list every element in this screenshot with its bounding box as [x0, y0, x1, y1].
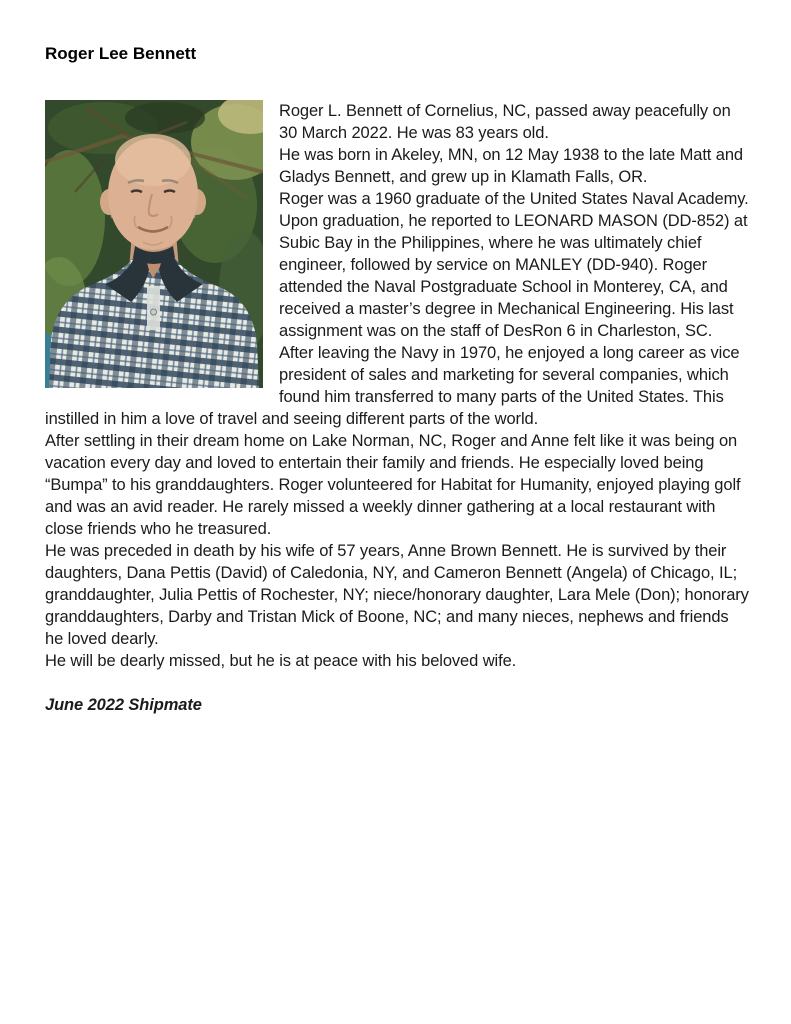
document-content — [45, 44, 750, 716]
obituary-paragraph: Roger L. Bennett of Cornelius, NC, passed away peacefully on 30 March 2022. He was 83 years old. — [279, 102, 731, 142]
portrait-photo-image — [45, 100, 263, 388]
obituary-paragraph: He was born in Akeley, MN, on 12 May 1938 to the late Matt and Gladys Bennett, and grew up in Klamath Falls, OR. — [279, 146, 744, 186]
obituary-paragraph: Roger was a 1960 graduate of the United States Naval Academy. Upon graduation, he reported to LEONARD MASON (DD-852) at Subic Bay in the Philippines, where he was ultimately chief engineer, followed by service on MANLEY (DD-940). Roger attended the Naval Postgraduate School in Monterey, CA, and received a master’s degree in Mechanical Engineering. His last assignment was on the staff of DesRon 6 in Charleston, SC. — [279, 190, 749, 340]
obituary-paragraph: After settling in their dream home on Lake Norman, NC, Roger and Anne felt like it was being on vacation every day and loved to entertain their family and friends. He especially loved being “Bumpa” to his granddaughters. Roger volunteered for Habitat for Humanity, enjoyed playing golf and was an avid reader. He rarely missed a weekly dinner gathering at a local restaurant with close friends who he treasured. — [45, 432, 741, 538]
obituary-paragraph: After leaving the Navy in 1970, he enjoyed a long career as vice president of sales and marketing for several companies, which found him transferred to many parts of the United States. This instilled in him a love of travel and seeing different parts of the world. — [45, 344, 740, 428]
page-title: Roger Lee Bennett — [45, 44, 197, 63]
obituary-paragraph: He will be dearly missed, but he is at peace with his beloved wife. — [45, 652, 517, 670]
obituary-paragraph: He was preceded in death by his wife of 57 years, Anne Brown Bennett. He is survived by their daughters, Dana Pettis (David) of Caledonia, NY, and Cameron Bennett (Angela) of Chicago, IL; granddaughter, Julia Pettis of Rochester, NY; niece/honorary daughter, Lara Mele (Don); honorary granddaughters, Darby and Tristan Mick of Boone, NC; and many nieces, nephews and friends he loved dearly. — [45, 542, 749, 648]
portrait-photo — [45, 100, 263, 388]
source-citation: June 2022 Shipmate — [45, 696, 202, 714]
